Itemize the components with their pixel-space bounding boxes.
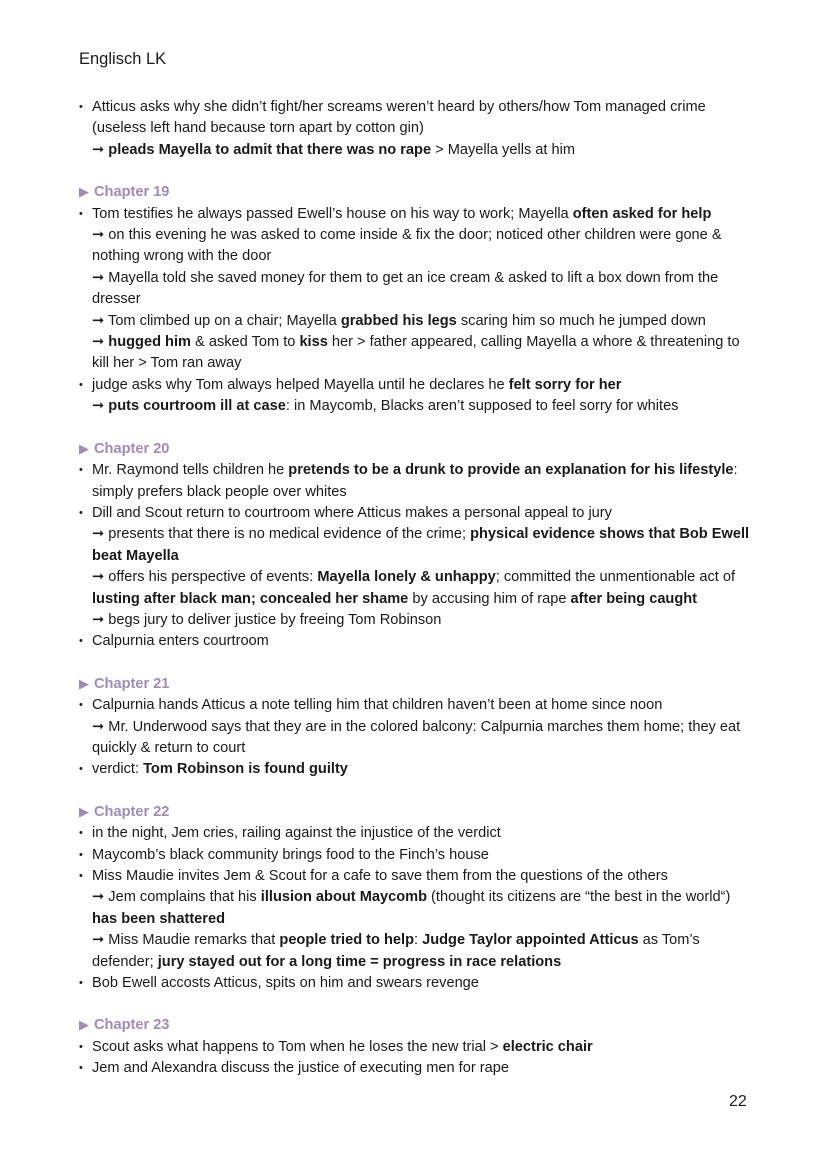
note-line xyxy=(92,1037,759,1058)
text: : in Maycomb, Blacks aren’t supposed to feel sorry for whites xyxy=(285,398,679,415)
text: ➞ xyxy=(92,398,109,415)
bold-text: physical evidence shows that Bob Ewell beat Mayella xyxy=(92,526,750,564)
text: ; committed the unmentionable act of xyxy=(495,569,736,586)
text: : simply prefers black people over whites xyxy=(92,462,738,500)
note-line xyxy=(92,567,759,610)
note-line xyxy=(92,759,759,780)
bullet-list xyxy=(79,823,759,994)
chapter-title: Chapter 21 xyxy=(94,675,170,692)
chapter-section xyxy=(79,673,759,781)
text: judge asks why Tom always helped Mayella until he declares he xyxy=(92,376,509,393)
bold-text: has been shattered xyxy=(92,910,226,927)
chapter-title: Chapter 23 xyxy=(94,1017,170,1034)
chapter-heading xyxy=(79,1014,759,1036)
chapter-title: Chapter 20 xyxy=(94,440,170,457)
text: verdict: xyxy=(92,761,144,778)
play-triangle-icon: ▶ xyxy=(79,440,89,456)
text: Bob Ewell accosts Atticus, spits on him and swears revenge xyxy=(92,975,479,992)
text: as Tom’s defender; xyxy=(92,932,700,970)
text: Miss Maudie invites Jem & Scout for a cafe to save them from the questions of the others xyxy=(92,868,668,884)
note-line xyxy=(92,695,759,716)
chapter-section xyxy=(79,181,759,417)
note-line xyxy=(92,375,759,396)
chapter-title: Chapter 22 xyxy=(94,803,170,820)
text: ➞ Miss Maudie remarks that xyxy=(92,932,280,949)
text: ➞ xyxy=(92,334,109,351)
note-line xyxy=(92,311,759,332)
bold-text: felt sorry for her xyxy=(508,376,622,393)
note-line xyxy=(92,631,759,652)
page-number: 22 xyxy=(729,1093,747,1110)
text: ➞ presents that there is no medical evidence of the crime; xyxy=(92,526,471,543)
play-triangle-icon: ▶ xyxy=(79,803,89,819)
note-line xyxy=(92,845,759,866)
bullet-list xyxy=(79,695,759,781)
text: scaring him so much he jumped down xyxy=(456,312,706,329)
bullet-list xyxy=(79,97,759,161)
text: (thought its citizens are “the best in the world“) xyxy=(427,889,731,906)
bold-text: hugged him xyxy=(108,334,191,351)
text: ➞ xyxy=(92,141,109,158)
text: Maycomb’s black community brings food to the Finch’s house xyxy=(92,846,489,863)
chapter-heading xyxy=(79,801,759,823)
list-item xyxy=(79,866,759,973)
bold-text: Tom Robinson is found guilty xyxy=(143,761,348,778)
bold-text: Judge Taylor appointed Atticus xyxy=(422,932,639,949)
text: Tom testifies he always passed Ewell’s house on his way to work; Mayella xyxy=(92,205,573,222)
text: ➞ Mr. Underwood says that they are in the colored balcony: Calpurnia marches them home; they eat quickly & return to court xyxy=(92,718,741,756)
text: ➞ Jem complains that his xyxy=(92,889,261,906)
note-line xyxy=(92,396,759,417)
bullet-list xyxy=(79,204,759,418)
text: Scout asks what happens to Tom when he loses the new trial > xyxy=(92,1038,503,1055)
list-item xyxy=(79,695,759,759)
text: ➞ Mayella told she saved money for them to get an ice cream & asked to lift a box down from the dresser xyxy=(92,269,719,308)
note-line xyxy=(92,97,759,140)
text: Jem and Alexandra discuss the justice of executing men for rape xyxy=(92,1060,509,1077)
play-triangle-icon: ▶ xyxy=(79,184,89,200)
chapter-heading xyxy=(79,181,759,203)
text: Atticus asks why she didn’t fight/her screams weren’t heard by others/how Tom managed crime (useless left hand because torn apart by cotton gin) xyxy=(92,99,706,137)
note-line xyxy=(92,717,759,760)
list-item xyxy=(79,1037,759,1058)
text: ➞ on this evening he was asked to come inside & fix the door; noticed other children were gone & nothing wrong with the door xyxy=(92,227,722,265)
list-item xyxy=(79,460,759,503)
bold-text: kiss xyxy=(299,334,328,351)
bold-text: pleads Mayella to admit that there was no rape xyxy=(108,141,432,158)
text: in the night, Jem cries, railing against the injustice of the verdict xyxy=(92,825,501,842)
note-line xyxy=(92,610,759,631)
text: & asked Tom to xyxy=(191,334,300,351)
chapter-title: Chapter 19 xyxy=(94,184,170,201)
note-line xyxy=(92,503,759,524)
text: ➞ offers his perspective of events: xyxy=(92,569,318,586)
note-line xyxy=(92,973,759,994)
text: : xyxy=(414,932,423,949)
text: Dill and Scout return to courtroom where Atticus makes a personal appeal to jury xyxy=(92,504,612,521)
note-line xyxy=(92,887,759,930)
bold-text: often asked for help xyxy=(572,205,712,222)
note-line xyxy=(92,140,759,161)
list-item xyxy=(79,1058,759,1079)
list-item xyxy=(79,503,759,631)
bold-text: grabbed his legs xyxy=(340,312,457,329)
list-item xyxy=(79,759,759,780)
play-triangle-icon: ▶ xyxy=(79,1017,89,1033)
chapter-section xyxy=(79,438,759,653)
section-top xyxy=(79,97,759,161)
note-line xyxy=(92,524,759,567)
note-line xyxy=(92,332,759,375)
bullet-list xyxy=(79,1037,759,1080)
bold-text: people tried to help xyxy=(279,932,414,949)
bold-text: puts courtroom ill at case xyxy=(108,398,286,415)
list-item xyxy=(79,973,759,994)
list-item xyxy=(79,845,759,866)
text: ➞ Tom climbed up on a chair; Mayella xyxy=(92,312,341,329)
notes-content xyxy=(79,97,759,1100)
note-line xyxy=(92,225,759,268)
bold-text: electric chair xyxy=(502,1038,593,1055)
note-line xyxy=(92,460,759,503)
play-triangle-icon: ▶ xyxy=(79,675,89,691)
note-line xyxy=(92,204,759,225)
note-line xyxy=(92,1058,759,1079)
note-line xyxy=(92,268,759,311)
text: by accusing him of rape xyxy=(408,590,571,607)
text: her > father appeared, calling Mayella a whore & threatening to kill her > Tom ran away xyxy=(92,334,740,372)
text: Mr. Raymond tells children he xyxy=(92,462,289,479)
chapter-heading xyxy=(79,438,759,460)
text: Calpurnia enters courtroom xyxy=(92,633,269,650)
list-item xyxy=(79,823,759,844)
document-header: Englisch LK xyxy=(79,50,167,68)
list-item xyxy=(79,204,759,375)
text: ➞ begs jury to deliver justice by freeing Tom Robinson xyxy=(92,611,442,628)
chapter-heading xyxy=(79,673,759,695)
chapter-section xyxy=(79,801,759,995)
chapter-section xyxy=(79,1014,759,1079)
note-line xyxy=(92,866,759,887)
bullet-list xyxy=(79,460,759,653)
bold-text: lusting after black man; concealed her shame xyxy=(92,590,409,607)
text: Calpurnia hands Atticus a note telling him that children haven’t been at home since noon xyxy=(92,697,663,714)
text: > Mayella yells at him xyxy=(431,141,576,158)
note-line xyxy=(92,823,759,844)
list-item xyxy=(79,375,759,418)
list-item xyxy=(79,97,759,161)
bold-text: pretends to be a drunk to provide an explanation for his lifestyle xyxy=(288,462,734,479)
bold-text: illusion about Maycomb xyxy=(260,889,427,906)
bold-text: after being caught xyxy=(570,590,698,607)
note-line xyxy=(92,930,759,973)
list-item xyxy=(79,631,759,652)
bold-text: Mayella lonely & unhappy xyxy=(317,569,496,586)
bold-text: jury stayed out for a long time = progress in race relations xyxy=(157,953,562,970)
